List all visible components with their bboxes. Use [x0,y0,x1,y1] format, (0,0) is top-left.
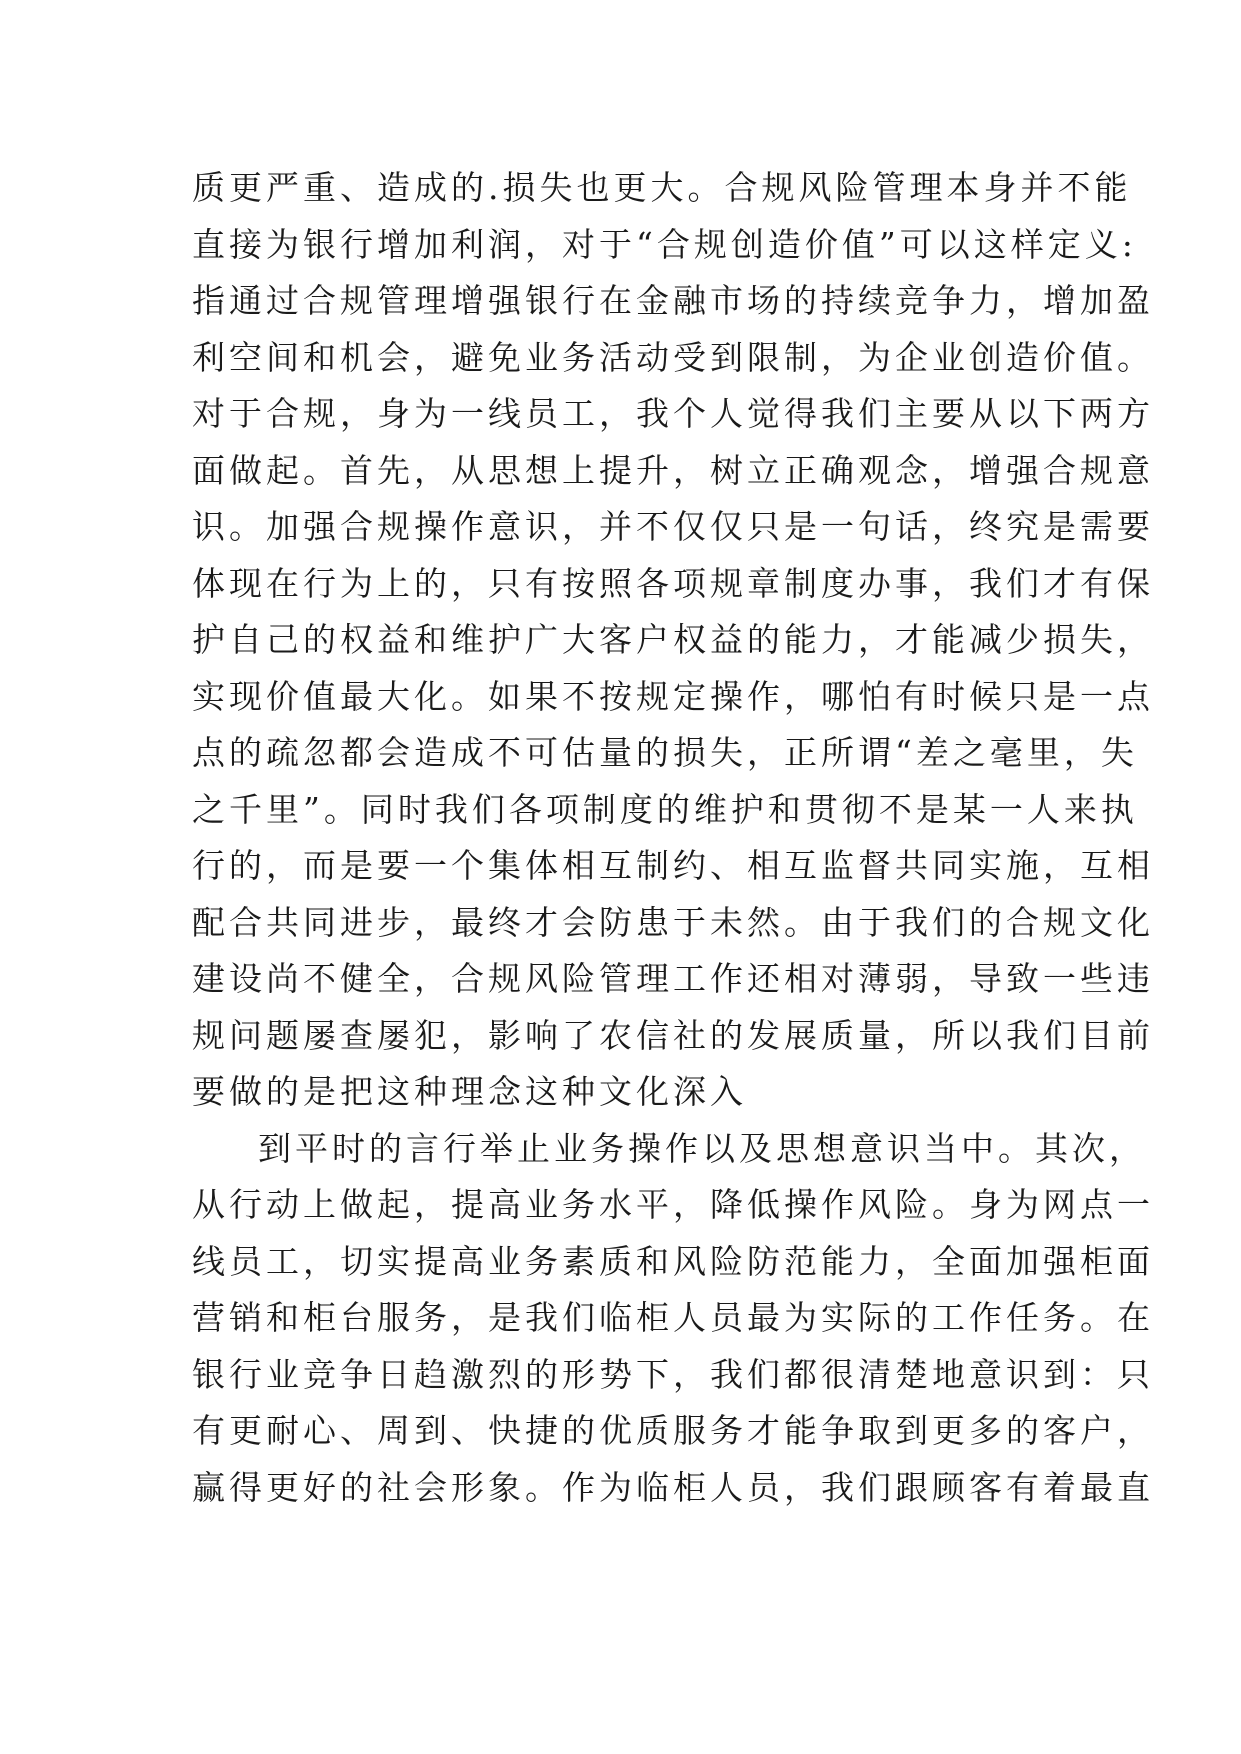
text-line: 行的，而是要一个集体相互制约、相互监督共同实施，互相 [192,846,1154,885]
text-line: 实现价值最大化。如果不按规定操作，哪怕有时候只是一点 [192,676,1154,716]
text-line: 利空间和机会，避免业务活动受到限制，为企业创造价值。 [192,337,1154,377]
text-line: 有更耐心、周到、快捷的优质服务才能争取到更多的客户， [192,1411,1154,1450]
text-line: 体现在行为上的，只有按照各项规章制度办事，我们才有保 [192,563,1154,603]
text-line: 线员工，切实提高业务素质和风险防范能力，全面加强柜面 [192,1241,1154,1281]
text-line: 指通过合规管理增强银行在金融市场的持续竞争力，增加盈 [192,281,1154,320]
text-line: 银行业竞争日趋激烈的形势下，我们都很清楚地意识到：只 [192,1354,1154,1394]
text-line: 配合共同进步，最终才会防患于未然。由于我们的合规文化 [192,902,1154,942]
text-line: 之千里”。同时我们各项制度的维护和贯彻不是某一人来执 [192,789,1138,829]
text-line: 从行动上做起，提高业务水平，降低操作风险。身为网点一 [192,1185,1154,1224]
text-line: 建设尚不健全，合规风险管理工作还相对薄弱，导致一些违 [192,959,1154,998]
paragraph-start-line: 到平时的言行举止业务操作以及思想意识当中。其次， [258,1128,1146,1168]
text-line: 对于合规，身为一线员工，我个人觉得我们主要从以下两方 [192,394,1154,433]
text-line: 营销和柜台服务，是我们临柜人员最为实际的工作任务。在 [192,1298,1154,1337]
text-line: 规问题屡查屡犯，影响了农信社的发展质量，所以我们目前 [192,1015,1154,1055]
text-line: 直接为银行增加利润，对于“合规创造价值”可以这样定义: [192,224,1137,264]
text-line: 点的疏忽都会造成不可估量的损失，正所谓“差之毫里，失 [192,733,1138,772]
text-line: 面做起。首先，从思想上提升，树立正确观念，增强合规意 [192,450,1154,490]
text-line: 识。加强合规操作意识，并不仅仅只是一句话，终究是需要 [192,507,1154,546]
text-line: 赢得更好的社会形象。作为临柜人员，我们跟顾客有着最直 [192,1467,1154,1507]
text-line: 质更严重、造成的.损失也更大。合规风险管理本身并不能 [192,168,1132,207]
text-line: 要做的是把这种理念这种文化深入 [192,1072,747,1111]
text-line: 护自己的权益和维护广大客户权益的能力，才能减少损失， [192,620,1154,659]
body-text [192,160,1154,1516]
